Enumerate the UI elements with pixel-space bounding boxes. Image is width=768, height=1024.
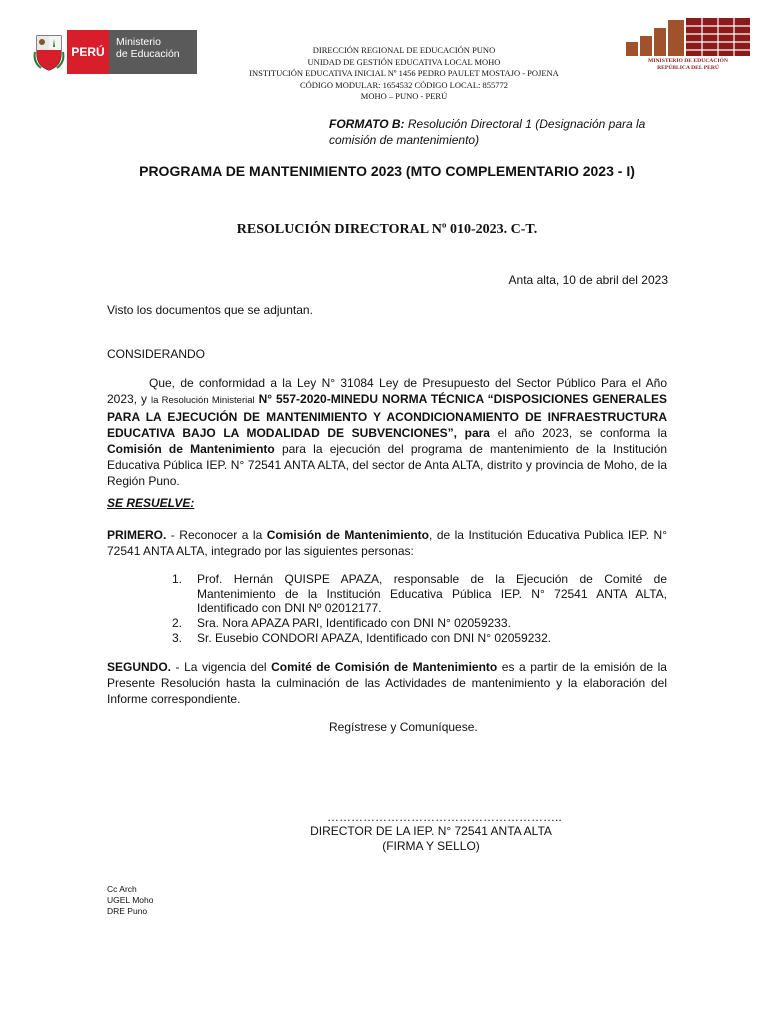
formato-text: Resolución Directoral 1 (Designación para la comisión de mantenimiento)	[329, 117, 646, 147]
registrese-line: Regístrese y Comuníquese.	[329, 720, 478, 734]
program-title: PROGRAMA DE MANTENIMIENTO 2023 (MTO COMPLEMENTARIO 2023 - I)	[139, 163, 635, 179]
ministry-line1: Ministerio	[116, 36, 161, 48]
director-title: DIRECTOR DE LA IEP. N° 72541 ANTA ALTA	[310, 824, 552, 838]
text-run-bold: Comité de Comisión de Mantenimiento	[271, 660, 498, 674]
considerando-heading: CONSIDERANDO	[107, 347, 206, 361]
text-run-bold: Comisión de Mantenimiento	[266, 528, 430, 542]
primero-paragraph	[107, 527, 667, 559]
text-run: es a partir de la emisión de la Presente Resolución hasta la culminación de las Actividades de mantenimiento y la elaboración del Informe correspondiente.	[107, 660, 667, 706]
cc-item: Cc Arch	[107, 884, 137, 894]
institution-line: INSTITUCIÓN EDUCATIVA INICIAL Nº 1456 PEDRO PAULET MOSTAJO - POJENA	[249, 68, 559, 78]
logo-caption	[624, 58, 752, 71]
se-resuelve-heading: SE RESUELVE:	[107, 496, 195, 510]
text-run: , de la Institución Educativa Publica IEP. N° 72541 ANTA ALTA, integrado por las siguientes personas:	[107, 528, 667, 558]
text-run: - La vigencia del	[171, 660, 272, 674]
segundo-label: SEGUNDO.	[107, 660, 172, 674]
minedu-logo	[31, 30, 197, 74]
list-text: Sr. Eusebio CONDORI APAZA, Identificado con DNI N° 02059232.	[197, 630, 552, 645]
peru-wordmark: PERÚ	[67, 30, 109, 74]
formato-label: FORMATO B:	[329, 117, 405, 131]
visto-line: Visto los documentos que se adjuntan.	[107, 303, 313, 317]
text-run: - Reconocer a la	[166, 528, 267, 542]
text-run: Que, de conformidad a la Ley N° 31084 Ley de Presupuesto del Sector Público Para el Año 2023, y	[107, 376, 667, 406]
list-number: 2.	[172, 616, 183, 631]
building-bars-icon	[624, 16, 752, 58]
list-item	[172, 572, 667, 616]
resolution-title: RESOLUCIÓN DIRECTORAL Nº 010-2023. C-T.	[236, 222, 538, 237]
signature-line: …………………………………………………..	[327, 810, 562, 824]
cc-item: UGEL Moho	[107, 895, 154, 905]
institution-line: UNIDAD DE GESTIÓN EDUCATIVA LOCAL MOHO	[307, 56, 501, 67]
firma-sello: (FIRMA Y SELLO)	[382, 839, 480, 853]
logo-caption-line2: REPÚBLICA DEL PERÚ	[657, 64, 719, 71]
logo-caption-line1: MINISTERIO DE EDUCACIÓN	[648, 58, 728, 64]
primero-label: PRIMERO.	[107, 528, 167, 542]
cc-list	[107, 884, 153, 917]
list-text: Prof. Hernán QUISPE APAZA, responsable de la Ejecución de Comité de Mantenimiento de la Institución Educativa Pública IEP. N° 72541 ANTA ALTA, Identificado con DNI Nº 02012177.	[197, 572, 667, 616]
text-run: para la ejecución del programa de mantenimiento de la Institución Educativa Pública IEP. N° 72541 ANTA ALTA, del sector de Anta ALTA, distrito y provincia de Moho, de la Región Puno.	[107, 442, 667, 488]
ministry-line2: de Educación	[116, 48, 180, 60]
date-line: Anta alta, 10 de abril del 2023	[508, 273, 668, 287]
segundo-paragraph	[107, 659, 667, 707]
institution-header	[200, 45, 608, 103]
list-text: Sra. Nora APAZA PARI, Identificado con DNI N° 02059233.	[197, 616, 511, 631]
ministry-bars-logo	[624, 16, 752, 74]
cc-item: DRE Puno	[107, 906, 148, 916]
considerando-paragraph	[107, 375, 667, 489]
institution-line: DIRECCIÓN REGIONAL DE EDUCACIÓN PUNO	[312, 45, 496, 55]
institution-line: CÓDIGO MODULAR: 1654532 CÓDIGO LOCAL: 855772	[299, 79, 508, 90]
list-item	[172, 631, 667, 646]
list-number: 1.	[172, 572, 183, 586]
formato-note	[329, 116, 679, 148]
list-item	[172, 616, 667, 631]
text-run-bold: Comisión de Mantenimiento	[107, 442, 275, 456]
list-number: 3.	[172, 630, 183, 645]
peru-coat-of-arms-icon	[31, 30, 67, 74]
institution-line: MOHO – PUNO - PERÚ	[360, 91, 448, 101]
text-run: el año 2023, se conforma la	[489, 426, 667, 440]
members-list	[172, 572, 667, 646]
signature-block	[0, 824, 768, 854]
text-run: la Resolución Ministerial	[150, 395, 255, 406]
ministry-wordmark	[109, 30, 197, 74]
text-run-bold: N° 557-2020-MINEDU NORMA TÉCNICA “DISPOSICIONES GENERALES PARA LA EJECUCIÓN DE MANTENIMIENTO Y ACONDICIONAMIENTO DE INFRAESTRUCTURA EDUCATIVA BAJO LA MODALIDAD DE SUBVENCIONES”, para	[107, 392, 667, 440]
